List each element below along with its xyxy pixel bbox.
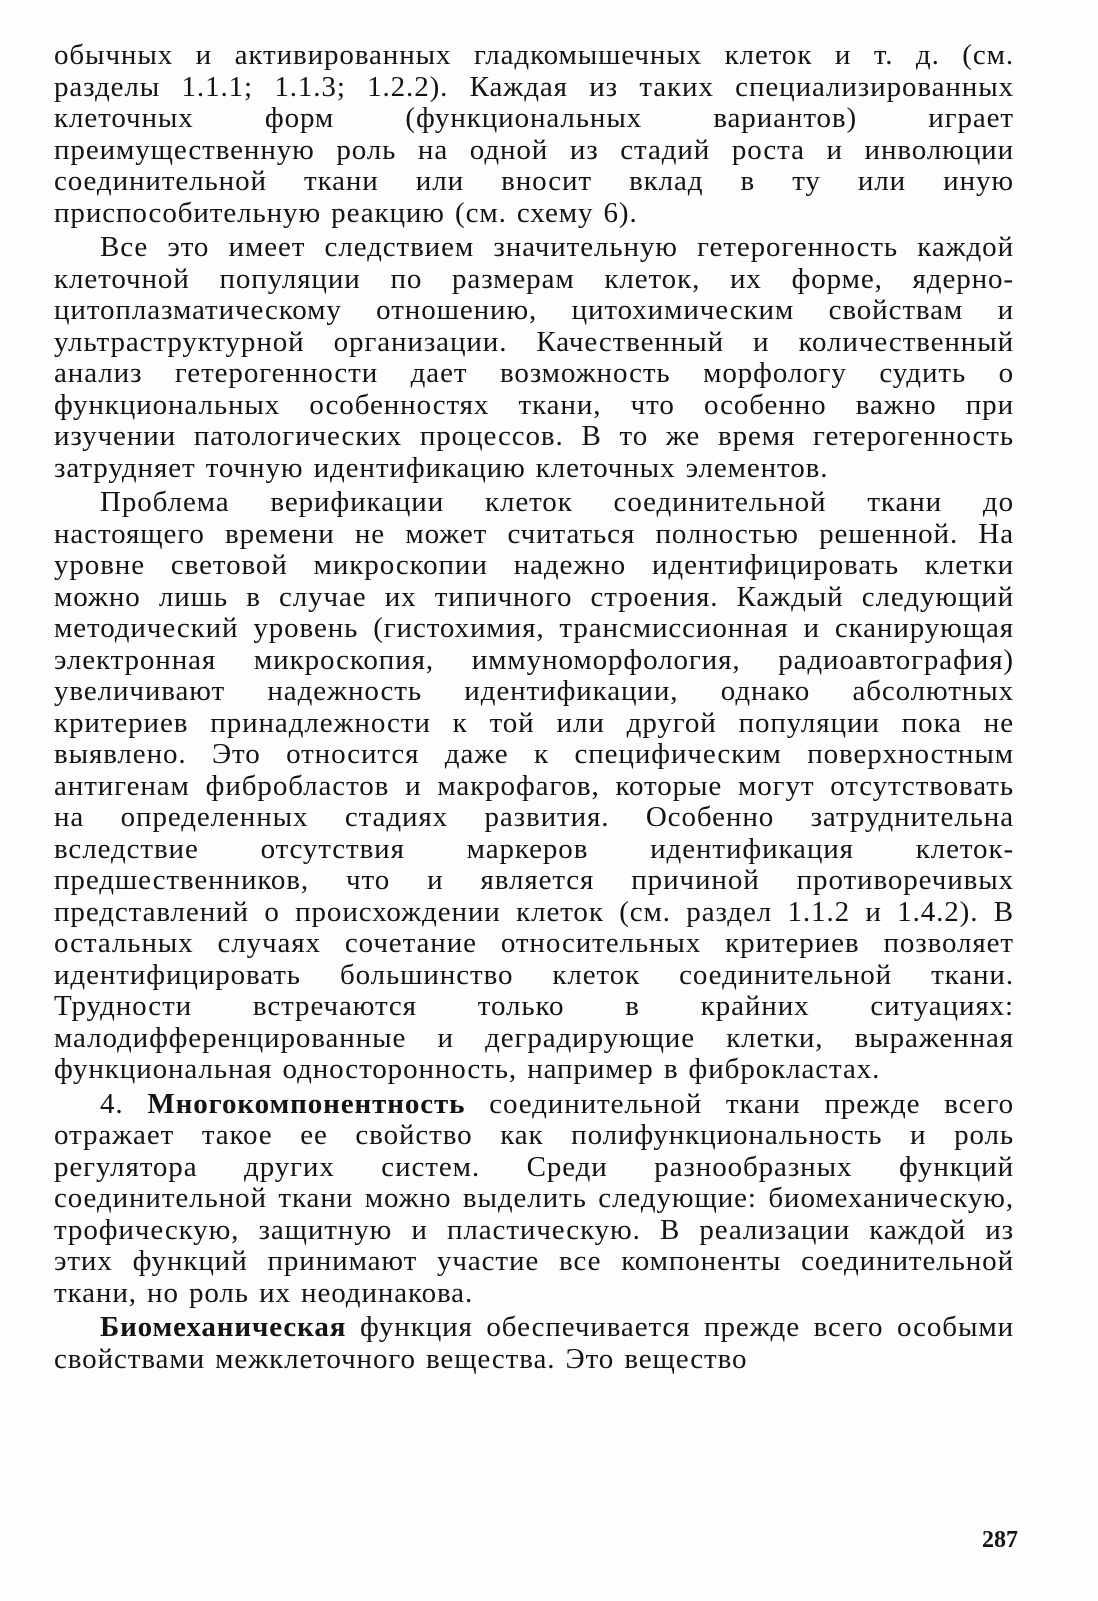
- bold-term: Многокомпонентность: [147, 1087, 466, 1120]
- text-run: 4.: [100, 1087, 148, 1120]
- body-text: [54, 40, 1014, 1378]
- paragraph-biomechanical: [54, 1312, 1014, 1375]
- text-run: функция обеспечивается прежде всего особыми свойствами межклеточного вещества. Это вещество: [54, 1311, 1014, 1375]
- text-run: соединительной ткани прежде всего отражает такое ее свойство как полифункциональность и роль регулятора других систем. Среди разнообразных функций соединительной ткани можно выделить следующие: биомеханическую, трофическую, защитную и пластическую. В реализации каждой из этих функций принимают участие все компоненты соединительной ткани, но роль их неодинакова.: [54, 1087, 1014, 1309]
- paragraph-verification: [54, 487, 1014, 1086]
- text-run: Проблема верификации клеток соединительной ткани до настоящего времени не может считаться полностью решенной. На уровне световой микроскопии надежно идентифицировать клетки можно лишь в случае их типичного строения. Каждый следующий методический уровень (гистохимия, трансмиссионная и сканирующая электронная микроскопия, иммуноморфология, радиоавтография) увеличивают надежность идентификации, однако абсолютных критериев принадлежности к той или другой популяции пока не выявлено. Это относится даже к специфическим поверхностным антигенам фибробластов и макрофагов, которые могут отсутствовать на определенных стадиях развития. Особенно затруднительна вследствие отсутствия маркеров идентификация клеток-предшественников, что и является причиной противоречивых представлений о происхождении клеток (см. раздел 1.1.2 и 1.4.2). В остальных случаях сочетание относительных критериев позволяет идентифицировать большинство клеток соединительной ткани. Трудности встречаются только в крайних ситуациях: малодифференцированные и деградирующие клетки, выраженная функциональная односторонность, например в фиброкластах.: [54, 486, 1014, 1085]
- text-run: Все это имеет следствием значительную гетерогенность каждой клеточной популяции по размерам клеток, их форме, ядерно-цитоплазматическому отношению, цитохимическим свойствам и ультраструктурной организации. Качественный и количественный анализ гетерогенности дает возможность морфологу судить о функциональных особенностях ткани, что особенно важно при изучении патологических процессов. В то же время гетерогенность затрудняет точную идентификацию клеточных элементов.: [54, 231, 1014, 484]
- page-number: 287: [982, 1527, 1018, 1553]
- text-run: обычных и активированных гладкомышечных клеток и т. д. (см. разделы 1.1.1; 1.1.3; 1.2.2). Каждая из таких специализированных клеточных форм (функциональных вариантов) играет преимущественную роль на одной из стадий роста и инволюции соединительной ткани или вносит вклад в ту или иную приспособительную реакцию (см. схему 6).: [54, 39, 1014, 229]
- paragraph-multicomponent: [54, 1089, 1014, 1310]
- bold-term: Биомеханическая: [100, 1311, 347, 1343]
- paragraph-continuation: [54, 40, 1014, 229]
- paragraph-heterogeneity: [54, 232, 1014, 484]
